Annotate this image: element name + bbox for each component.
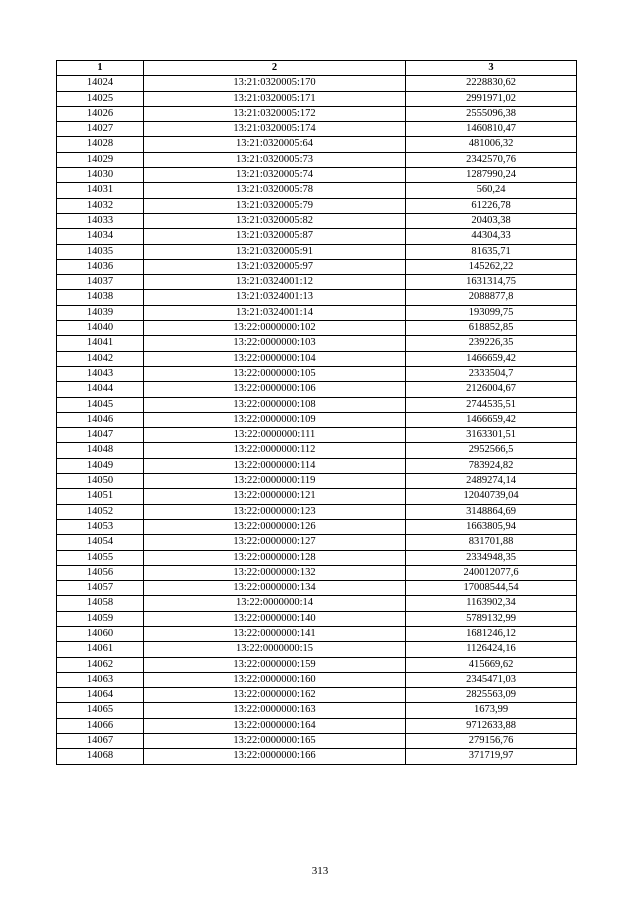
table-row [57, 734, 577, 749]
data-table [56, 60, 577, 765]
table-cell-col2: 13:22:0000000:121 [144, 489, 406, 504]
table-cell-col3: 2126004,67 [406, 382, 577, 397]
table-cell-col3: 1163902,34 [406, 596, 577, 611]
table-cell-col2: 13:22:0000000:15 [144, 642, 406, 657]
table-cell-col2: 13:21:0324001:14 [144, 305, 406, 320]
table-row [57, 290, 577, 305]
table-cell-col1: 14039 [57, 305, 144, 320]
table-cell-col1: 14068 [57, 749, 144, 764]
table-row [57, 168, 577, 183]
table-cell-col1: 14026 [57, 106, 144, 121]
table-cell-col3: 2555096,38 [406, 106, 577, 121]
table-row [57, 76, 577, 91]
table-cell-col1: 14028 [57, 137, 144, 152]
table-cell-col2: 13:22:0000000:112 [144, 443, 406, 458]
table-cell-col3: 9712633,88 [406, 718, 577, 733]
table-cell-col3: 1663805,94 [406, 519, 577, 534]
table-cell-col3: 2952566,5 [406, 443, 577, 458]
table-cell-col2: 13:22:0000000:103 [144, 336, 406, 351]
table-row [57, 672, 577, 687]
table-cell-col1: 14066 [57, 718, 144, 733]
table-cell-col3: 17008544,54 [406, 581, 577, 596]
table-cell-col3: 81635,71 [406, 244, 577, 259]
data-table-container [56, 60, 576, 765]
table-cell-col2: 13:22:0000000:106 [144, 382, 406, 397]
table-cell-col2: 13:21:0320005:87 [144, 229, 406, 244]
table-cell-col1: 14034 [57, 229, 144, 244]
table-row [57, 351, 577, 366]
table-cell-col2: 13:22:0000000:164 [144, 718, 406, 733]
table-cell-col1: 14053 [57, 519, 144, 534]
table-row [57, 305, 577, 320]
table-cell-col3: 3163301,51 [406, 428, 577, 443]
table-cell-col2: 13:22:0000000:119 [144, 474, 406, 489]
table-cell-col1: 14059 [57, 611, 144, 626]
table-cell-col1: 14029 [57, 152, 144, 167]
table-cell-col1: 14027 [57, 122, 144, 137]
table-cell-col3: 44304,33 [406, 229, 577, 244]
table-cell-col2: 13:22:0000000:128 [144, 550, 406, 565]
table-row [57, 489, 577, 504]
table-cell-col1: 14047 [57, 428, 144, 443]
table-cell-col1: 14049 [57, 458, 144, 473]
table-row [57, 657, 577, 672]
table-cell-col1: 14036 [57, 259, 144, 274]
table-cell-col3: 1673,99 [406, 703, 577, 718]
table-cell-col3: 2345471,03 [406, 672, 577, 687]
table-cell-col1: 14067 [57, 734, 144, 749]
table-cell-col3: 2744535,51 [406, 397, 577, 412]
table-cell-col2: 13:22:0000000:160 [144, 672, 406, 687]
table-cell-col3: 2333504,7 [406, 366, 577, 381]
table-cell-col3: 2489274,14 [406, 474, 577, 489]
table-row [57, 137, 577, 152]
table-cell-col2: 13:22:0000000:165 [144, 734, 406, 749]
table-cell-col3: 2825563,09 [406, 688, 577, 703]
table-row [57, 259, 577, 274]
table-cell-col3: 2334948,35 [406, 550, 577, 565]
table-cell-col2: 13:21:0320005:170 [144, 76, 406, 91]
table-cell-col2: 13:21:0320005:174 [144, 122, 406, 137]
table-cell-col1: 14024 [57, 76, 144, 91]
table-cell-col2: 13:22:0000000:111 [144, 428, 406, 443]
table-cell-col3: 240012077,6 [406, 565, 577, 580]
table-cell-col3: 193099,75 [406, 305, 577, 320]
table-cell-col1: 14042 [57, 351, 144, 366]
table-cell-col3: 3148864,69 [406, 504, 577, 519]
table-cell-col2: 13:21:0320005:78 [144, 183, 406, 198]
header-cell-2: 2 [144, 61, 406, 76]
table-row [57, 703, 577, 718]
header-cell-1: 1 [57, 61, 144, 76]
table-row [57, 688, 577, 703]
table-cell-col1: 14035 [57, 244, 144, 259]
table-cell-col1: 14056 [57, 565, 144, 580]
table-row [57, 596, 577, 611]
table-cell-col2: 13:21:0324001:13 [144, 290, 406, 305]
table-row [57, 474, 577, 489]
table-row [57, 366, 577, 381]
table-cell-col2: 13:21:0320005:79 [144, 198, 406, 213]
table-row [57, 535, 577, 550]
table-cell-col2: 13:22:0000000:105 [144, 366, 406, 381]
table-cell-col2: 13:22:0000000:108 [144, 397, 406, 412]
table-row [57, 581, 577, 596]
table-cell-col2: 13:22:0000000:126 [144, 519, 406, 534]
table-row [57, 91, 577, 106]
table-cell-col3: 831701,88 [406, 535, 577, 550]
table-cell-col2: 13:22:0000000:127 [144, 535, 406, 550]
table-row [57, 198, 577, 213]
table-cell-col2: 13:22:0000000:141 [144, 626, 406, 641]
table-row [57, 336, 577, 351]
table-cell-col1: 14046 [57, 412, 144, 427]
table-cell-col3: 618852,85 [406, 321, 577, 336]
table-cell-col1: 14054 [57, 535, 144, 550]
table-row [57, 611, 577, 626]
table-cell-col2: 13:21:0320005:171 [144, 91, 406, 106]
table-cell-col1: 14037 [57, 275, 144, 290]
table-cell-col3: 1287990,24 [406, 168, 577, 183]
table-cell-col1: 14064 [57, 688, 144, 703]
table-cell-col1: 14025 [57, 91, 144, 106]
table-cell-col3: 145262,22 [406, 259, 577, 274]
table-row [57, 642, 577, 657]
table-cell-col1: 14057 [57, 581, 144, 596]
table-cell-col2: 13:21:0320005:73 [144, 152, 406, 167]
table-cell-col2: 13:21:0324001:12 [144, 275, 406, 290]
table-row [57, 321, 577, 336]
header-row [57, 61, 577, 76]
table-cell-col1: 14044 [57, 382, 144, 397]
table-cell-col1: 14048 [57, 443, 144, 458]
table-cell-col1: 14040 [57, 321, 144, 336]
table-cell-col1: 14041 [57, 336, 144, 351]
table-row [57, 626, 577, 641]
table-cell-col3: 239226,35 [406, 336, 577, 351]
table-row [57, 244, 577, 259]
table-cell-col1: 14062 [57, 657, 144, 672]
table-cell-col1: 14038 [57, 290, 144, 305]
table-row [57, 122, 577, 137]
table-cell-col3: 1681246,12 [406, 626, 577, 641]
table-cell-col2: 13:22:0000000:102 [144, 321, 406, 336]
table-cell-col2: 13:21:0320005:82 [144, 213, 406, 228]
table-cell-col3: 2228830,62 [406, 76, 577, 91]
table-cell-col1: 14031 [57, 183, 144, 198]
table-row [57, 749, 577, 764]
table-cell-col3: 1631314,75 [406, 275, 577, 290]
table-cell-col3: 1126424,16 [406, 642, 577, 657]
table-row [57, 106, 577, 121]
table-cell-col3: 783924,82 [406, 458, 577, 473]
table-row [57, 382, 577, 397]
table-cell-col3: 371719,97 [406, 749, 577, 764]
table-cell-col3: 2088877,8 [406, 290, 577, 305]
table-cell-col2: 13:22:0000000:159 [144, 657, 406, 672]
table-cell-col1: 14058 [57, 596, 144, 611]
table-cell-col1: 14032 [57, 198, 144, 213]
table-row [57, 458, 577, 473]
table-cell-col2: 13:21:0320005:172 [144, 106, 406, 121]
table-cell-col2: 13:22:0000000:104 [144, 351, 406, 366]
table-row [57, 412, 577, 427]
table-cell-col3: 560,24 [406, 183, 577, 198]
table-cell-col1: 14052 [57, 504, 144, 519]
table-cell-col2: 13:22:0000000:162 [144, 688, 406, 703]
table-row [57, 504, 577, 519]
table-cell-col2: 13:22:0000000:140 [144, 611, 406, 626]
table-row [57, 152, 577, 167]
table-cell-col1: 14060 [57, 626, 144, 641]
table-row [57, 275, 577, 290]
table-cell-col2: 13:22:0000000:163 [144, 703, 406, 718]
table-row [57, 428, 577, 443]
table-row [57, 565, 577, 580]
table-cell-col3: 481006,32 [406, 137, 577, 152]
table-cell-col1: 14043 [57, 366, 144, 381]
table-cell-col1: 14045 [57, 397, 144, 412]
table-cell-col2: 13:22:0000000:123 [144, 504, 406, 519]
table-cell-col1: 14030 [57, 168, 144, 183]
table-cell-col3: 2991971,02 [406, 91, 577, 106]
table-cell-col3: 5789132,99 [406, 611, 577, 626]
table-cell-col2: 13:22:0000000:109 [144, 412, 406, 427]
table-cell-col2: 13:22:0000000:166 [144, 749, 406, 764]
table-cell-col1: 14065 [57, 703, 144, 718]
table-body [57, 76, 577, 764]
table-row [57, 718, 577, 733]
table-cell-col3: 61226,78 [406, 198, 577, 213]
table-cell-col3: 20403,38 [406, 213, 577, 228]
table-cell-col2: 13:21:0320005:64 [144, 137, 406, 152]
table-cell-col2: 13:22:0000000:114 [144, 458, 406, 473]
table-cell-col1: 14050 [57, 474, 144, 489]
table-cell-col2: 13:22:0000000:14 [144, 596, 406, 611]
table-cell-col3: 415669,62 [406, 657, 577, 672]
table-row [57, 519, 577, 534]
table-row [57, 397, 577, 412]
table-cell-col3: 279156,76 [406, 734, 577, 749]
table-cell-col3: 1460810,47 [406, 122, 577, 137]
table-cell-col1: 14061 [57, 642, 144, 657]
table-cell-col1: 14063 [57, 672, 144, 687]
table-cell-col3: 2342570,76 [406, 152, 577, 167]
header-cell-3: 3 [406, 61, 577, 76]
table-row [57, 229, 577, 244]
table-row [57, 443, 577, 458]
table-cell-col2: 13:22:0000000:132 [144, 565, 406, 580]
table-row [57, 550, 577, 565]
table-row [57, 183, 577, 198]
table-cell-col2: 13:21:0320005:97 [144, 259, 406, 274]
table-cell-col3: 1466659,42 [406, 412, 577, 427]
table-cell-col1: 14033 [57, 213, 144, 228]
table-cell-col1: 14051 [57, 489, 144, 504]
table-cell-col3: 1466659,42 [406, 351, 577, 366]
table-cell-col2: 13:22:0000000:134 [144, 581, 406, 596]
table-cell-col3: 12040739,04 [406, 489, 577, 504]
page-number: 313 [311, 865, 329, 877]
table-cell-col2: 13:21:0320005:74 [144, 168, 406, 183]
table-cell-col1: 14055 [57, 550, 144, 565]
table-cell-col2: 13:21:0320005:91 [144, 244, 406, 259]
table-row [57, 213, 577, 228]
